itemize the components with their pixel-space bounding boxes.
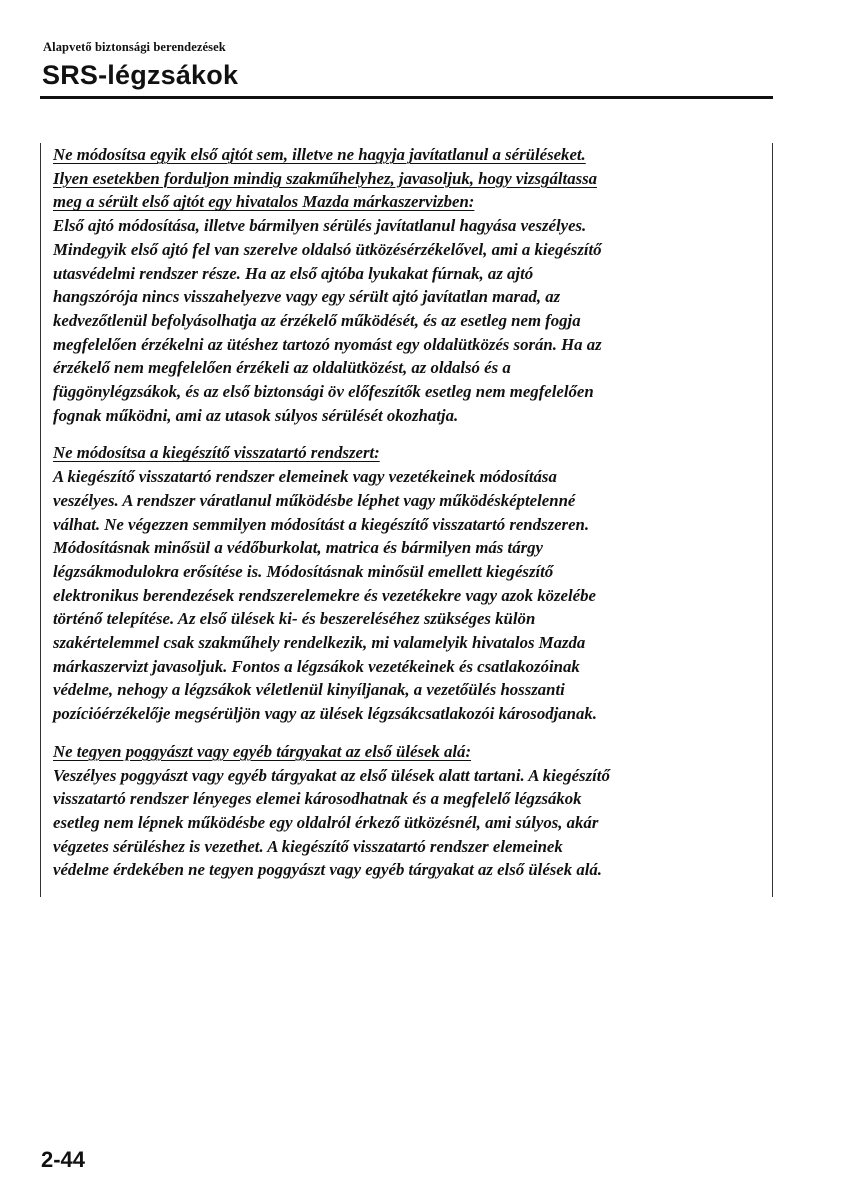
warning-text-line: Első ajtó módosítása, illetve bármilyen sérülés javítatlanul hagyása veszélyes. [53, 216, 587, 236]
warning-text-line: veszélyes. A rendszer váratlanul működésbe léphet vagy működésképtelenné [53, 490, 576, 510]
warning-text-line: Módosításnak minősül a védőburkolat, matrica és bármilyen más tárgy [53, 538, 543, 558]
warning-heading-line: Ne módosítsa a kiegészítő visszatartó rendszert: [53, 443, 380, 463]
warning-text-line: érzékelő nem megfelelően érzékeli az oldalütközést, az oldalsó és a [53, 358, 511, 378]
warning-text-line: légzsákmodulokra erősítése is. Módosításnak minősül emellett kiegészítő [53, 561, 554, 581]
warning-text-line: Mindegyik első ajtó fel van szerelve oldalsó ütközésérzékelővel, ami a kiegészítő [53, 239, 602, 259]
warning-text-line: fognak működni, ami az utasok súlyos sérülését okozhatja. [53, 405, 459, 425]
warning-text-line: történő telepítése. Az első ülések ki- és beszereléséhez szükséges külön [53, 609, 536, 629]
warning-text-line: A kiegészítő visszatartó rendszer elemeinek vagy vezetékeinek módosítása [53, 467, 557, 487]
warning-text-line: védelme érdekében ne tegyen poggyászt vagy egyéb tárgyakat az első ülések alá. [53, 860, 602, 880]
warning-text-line: utasvédelmi rendszer része. Ha az első ajtóba lyukakat fúrnak, az ajtó [53, 263, 534, 283]
warning-text-line: megfelelően érzékelni az ütéshez tartozó nyomást egy oldalütközés során. Ha az [53, 334, 602, 354]
warning-block-luggage-under-seats [53, 740, 761, 882]
section-label: Alapvető biztonsági berendezések [43, 40, 226, 54]
warning-text-line: hangszórója nincs visszahelyezve vagy egy sérült ajtó javítatlan marad, az [53, 287, 561, 307]
warning-heading-line: meg a sérült első ajtót egy hivatalos Mazda márkaszervizben: [53, 192, 475, 212]
warning-text-line: márkaszervizt javasoljuk. Fontos a légzsákok vezetékeinek és csatlakozóinak [53, 656, 580, 676]
warning-heading [53, 740, 761, 764]
warning-text-line: függönylégzsákok, és az első biztonsági öv előfeszítők esetleg nem megfelelően [53, 382, 594, 402]
warning-text-line: elektronikus berendezések rendszerelemekre és vezetékekre vagy azok közelébe [53, 585, 596, 605]
warning-heading-line: Ne tegyen poggyászt vagy egyéb tárgyakat az első ülések alá: [53, 741, 472, 761]
page-title: SRS-légzsákok [42, 60, 239, 90]
warning-text-line: végzetes sérüléshez is vezethet. A kiegészítő visszatartó rendszer elemeinek [53, 836, 563, 856]
warning-block-restraint-system [53, 441, 761, 725]
warning-block-door-modification [53, 143, 761, 427]
warning-text-line: válhat. Ne végezzen semmilyen módosítást a kiegészítő visszatartó rendszeren. [53, 514, 590, 534]
page-number: 2-44 [41, 1147, 86, 1172]
warning-text [53, 764, 761, 883]
warning-text-line: visszatartó rendszer lényeges elemei károsodhatnak és a megfelelő légzsákok [53, 789, 582, 809]
warning-box [53, 143, 761, 896]
warning-heading-line: Ne módosítsa egyik első ajtót sem, illetve ne hagyja javítatlanul a sérüléseket. [53, 145, 586, 164]
warning-text-line: védelme, nehogy a légzsákok véletlenül kinyíljanak, a vezetőülés hosszanti [53, 680, 565, 700]
warning-heading-line: Ilyen esetekben forduljon mindig szakműhelyhez, javasoljuk, hogy vizsgáltassa [53, 168, 598, 188]
title-divider [40, 96, 773, 99]
warning-text-line: pozícióérzékelője megsérüljön vagy az ülések légzsákcsatlakozói károsodjanak. [53, 704, 597, 724]
warning-text [53, 214, 761, 427]
warning-text-line: esetleg nem lépnek működésbe egy oldalról érkező ütközésnél, ami súlyos, akár [53, 812, 599, 832]
warning-text [53, 465, 761, 726]
warning-text-line: kedvezőtlenül befolyásolhatja az érzékelő működését, és az esetleg nem fogja [53, 310, 581, 330]
warning-text-line: Veszélyes poggyászt vagy egyéb tárgyakat az első ülések alatt tartani. A kiegészítő [53, 765, 610, 785]
warning-heading [53, 441, 761, 465]
warning-heading [53, 143, 761, 214]
warning-text-line: szakértelemmel csak szakműhely rendelkezik, mi valamelyik hivatalos Mazda [53, 633, 586, 653]
